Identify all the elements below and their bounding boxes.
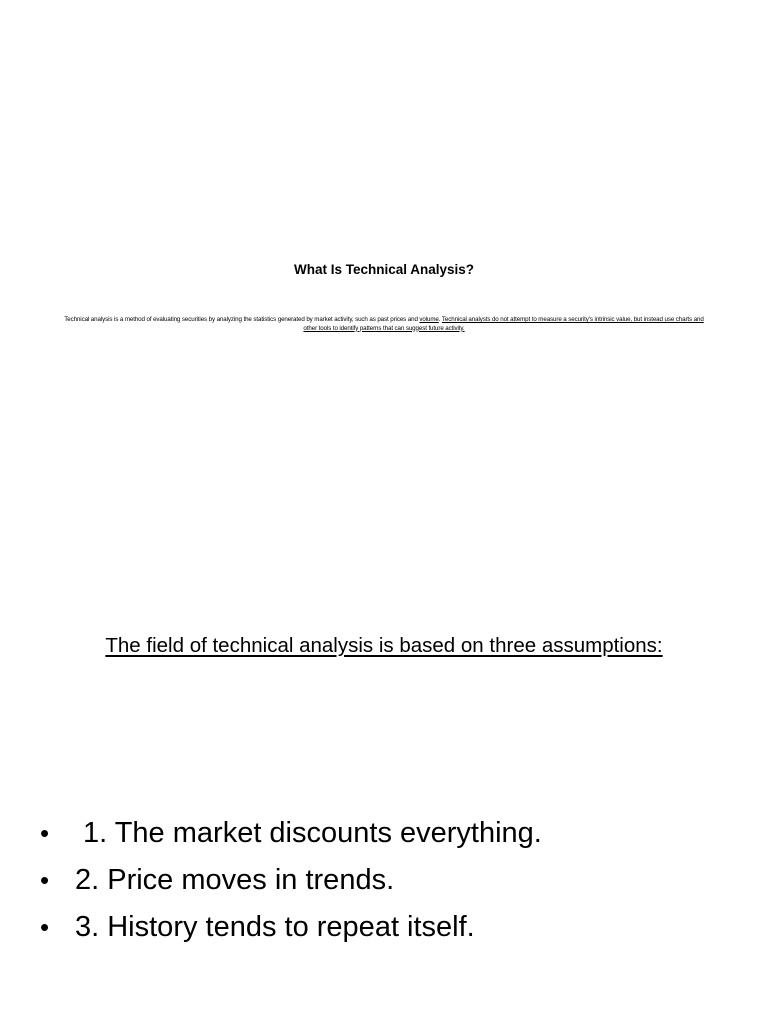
- bullet-icon: •: [40, 865, 50, 895]
- list-item-text: 2. Price moves in trends.: [75, 864, 395, 896]
- list-item-text: 3. History tends to repeat itself.: [75, 911, 475, 943]
- list-item-text: 1. The market discounts everything.: [83, 817, 542, 849]
- bullet-icon: •: [40, 912, 50, 942]
- intro-text: Technical analysis is a method of evaluating securities by analyzing the statistics generated by market activity, such as past prices and: [64, 316, 420, 323]
- intro-paragraph: [58, 316, 710, 333]
- bullet-icon: •: [40, 818, 50, 848]
- technical-analysts-link[interactable]: Technical analysts do not attempt to measure a security's intrinsic value, but instead use charts and other tools to identify patterns that can suggest future activity.: [303, 316, 704, 332]
- intro-text-separator: .: [438, 316, 442, 323]
- assumptions-heading: The field of technical analysis is based on three assumptions:: [105, 634, 663, 657]
- volume-link[interactable]: volume: [419, 316, 439, 323]
- slide-title: What Is Technical Analysis?: [293, 262, 475, 277]
